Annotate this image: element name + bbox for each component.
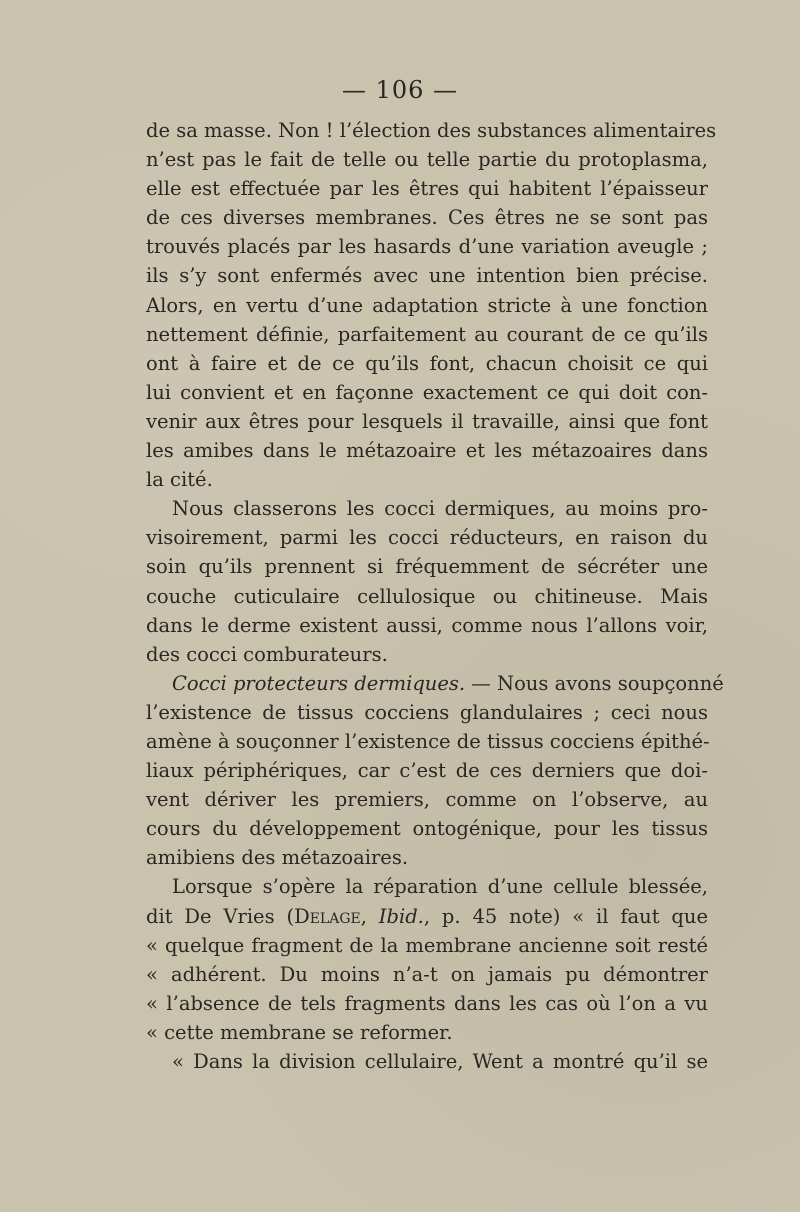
text-line: amène à souçonner l’existence de tissus cocciens épithé- bbox=[146, 729, 710, 753]
text-line: des cocci comburateurs. bbox=[146, 642, 388, 666]
text-line: nettement définie, parfaitement au courant de ce qu’ils bbox=[146, 322, 708, 346]
text-line: de ces diverses membranes. Ces êtres ne se sont pas bbox=[146, 206, 708, 230]
text-line: « adhérent. Du moins n’a-t on jamais pu démontrer bbox=[146, 962, 708, 986]
body-text bbox=[146, 116, 724, 1076]
text-line: « cette membrane se reformer. bbox=[146, 1020, 453, 1044]
text-line: dans le derme existent aussi, comme nous l’allons voir, bbox=[146, 613, 708, 637]
text-fragment: dit De Vries ( bbox=[146, 904, 295, 928]
text-line: Lorsque s’opère la réparation d’une cellule blessée, bbox=[172, 875, 708, 899]
text-line: trouvés placés par les hasards d’une variation aveugle ; bbox=[146, 235, 708, 259]
text-line: de sa masse. Non ! l’élection des substances alimentaires bbox=[146, 119, 717, 142]
section-heading-line bbox=[146, 669, 724, 698]
text-line: Nous classerons les cocci dermiques, au moins pro- bbox=[172, 497, 708, 521]
text-line: n’est pas le fait de telle ou telle partie du protoplasma, bbox=[146, 148, 708, 172]
text-line: cours du développement ontogénique, pour les tissus bbox=[146, 817, 708, 841]
text-line: couche cuticulaire cellulosique ou chitineuse. Mais bbox=[146, 584, 708, 608]
text-line: Alors, en vertu d’une adaptation stricte à une fonction bbox=[146, 293, 708, 317]
text-line: visoirement, parmi les cocci réducteurs, en raison du bbox=[146, 526, 708, 550]
text-line: soin qu’ils prennent si fréquemment de sécréter une bbox=[146, 555, 708, 579]
text-line: « Dans la division cellulaire, Went a montré qu’il se bbox=[172, 1050, 708, 1073]
text-line: elle est effectuée par les êtres qui habitent l’épaisseur bbox=[146, 177, 708, 201]
text-line: « quelque fragment de la membrane ancienne soit resté bbox=[146, 933, 708, 957]
text-fragment: — Nous avons soupçonné bbox=[465, 671, 724, 695]
text-fragment: , p. 45 note) « il faut que bbox=[423, 904, 708, 928]
text-line: l’existence de tissus cocciens glandulaires ; ceci nous bbox=[146, 700, 708, 724]
page-number: — 106 — bbox=[341, 76, 459, 104]
text-line: la cité. bbox=[146, 468, 213, 492]
text-fragment: , bbox=[360, 904, 379, 928]
text-line: venir aux êtres pour lesquels il travaille, ainsi que font bbox=[146, 409, 708, 433]
text-line: liaux périphériques, car c’est de ces derniers que doi- bbox=[146, 759, 708, 783]
author-name: Delage bbox=[294, 904, 361, 928]
section-heading: Cocci protecteurs dermiques. bbox=[172, 671, 466, 695]
text-line: les amibes dans le métazoaire et les métazoaires dans bbox=[146, 439, 708, 463]
text-line: « l’absence de tels fragments dans les cas où l’on a vu bbox=[146, 991, 708, 1015]
text-line: ils s’y sont enfermés avec une intention bien précise. bbox=[146, 264, 708, 288]
text-line: lui convient et en façonne exactement ce qui doit con- bbox=[146, 380, 708, 404]
citation-ibid: Ibid. bbox=[378, 904, 424, 928]
text-line: ont à faire et de ce qu’ils font, chacun choisit ce qui bbox=[146, 351, 708, 375]
text-line: amibiens des métazoaires. bbox=[146, 846, 409, 870]
citation-line bbox=[146, 902, 708, 931]
text-line: vent dériver les premiers, comme on l’observe, au bbox=[146, 788, 708, 812]
